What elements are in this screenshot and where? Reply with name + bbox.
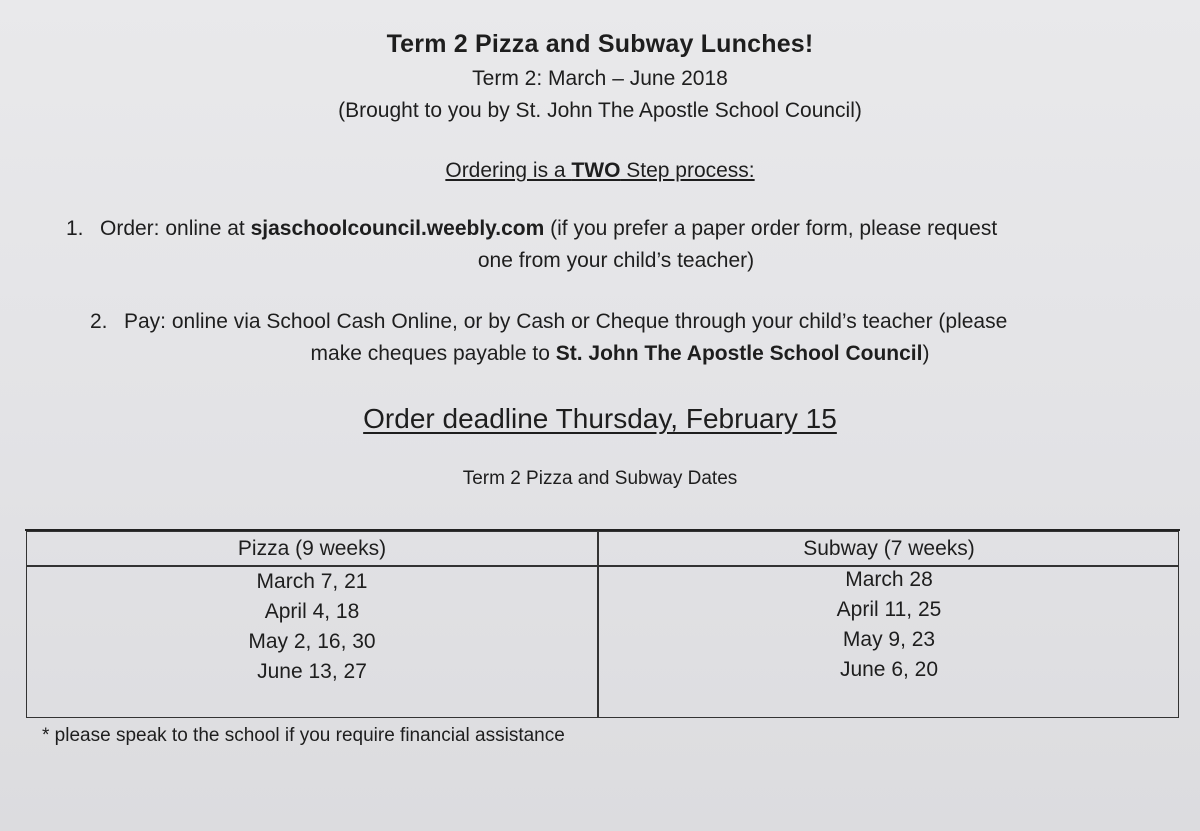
subway-dates [599, 565, 1179, 685]
step-text: Order: online at [100, 217, 251, 240]
pizza-column [27, 532, 597, 687]
subway-header: Subway (7 weeks) [803, 537, 975, 560]
step-pay [90, 306, 1150, 370]
order-deadline: Order deadline Thursday, February 15 [363, 403, 837, 434]
date-cell: May 2, 16, 30 [248, 630, 376, 653]
step-number: 2. [90, 310, 108, 333]
step-text: one from your child’s teacher) [477, 249, 755, 272]
flyer-title: Term 2 Pizza and Subway Lunches! [386, 30, 814, 58]
website-link[interactable]: sjaschoolcouncil.weebly.com [250, 217, 545, 240]
financial-assistance-note: * please speak to the school if you require financial assistance [42, 725, 565, 746]
date-cell: March 7, 21 [256, 570, 368, 593]
sponsor-line: (Brought to you by St. John The Apostle School Council) [338, 99, 862, 122]
subway-column [599, 532, 1179, 685]
ordering-suffix: Step process: [620, 159, 755, 182]
step-text: (if you prefer a paper order form, please request [544, 217, 998, 240]
step-line [66, 245, 1166, 277]
step-text: make cheques payable to [310, 342, 556, 365]
ordering-prefix: Ordering is a [445, 159, 572, 182]
pizza-header: Pizza (9 weeks) [237, 537, 387, 560]
term-dates: Term 2: March – June 2018 [472, 67, 728, 90]
date-cell: June 6, 20 [839, 658, 939, 681]
payee-name: St. John The Apostle School Council [555, 342, 923, 365]
step-line [90, 306, 1150, 338]
pizza-dates [27, 567, 597, 687]
ordering-heading [0, 159, 1200, 183]
date-cell: June 13, 27 [257, 660, 367, 683]
ordering-emphasis: TWO [571, 159, 621, 182]
step-order [66, 213, 1166, 277]
step-number: 1. [66, 217, 84, 240]
step-text: Pay: online via School Cash Online, or by Cash or Cheque through your child’s teacher (please [124, 310, 1008, 333]
date-cell: April 4, 18 [264, 600, 360, 623]
date-cell: March 28 [845, 568, 933, 591]
step-line [90, 338, 1150, 370]
dates-heading: Term 2 Pizza and Subway Dates [462, 468, 738, 489]
dates-table [26, 531, 1179, 718]
step-line [66, 213, 1166, 245]
table-top-rule [25, 529, 1180, 531]
date-cell: May 9, 23 [842, 628, 936, 651]
date-cell: April 11, 25 [836, 598, 942, 621]
step-text: ) [922, 342, 930, 365]
